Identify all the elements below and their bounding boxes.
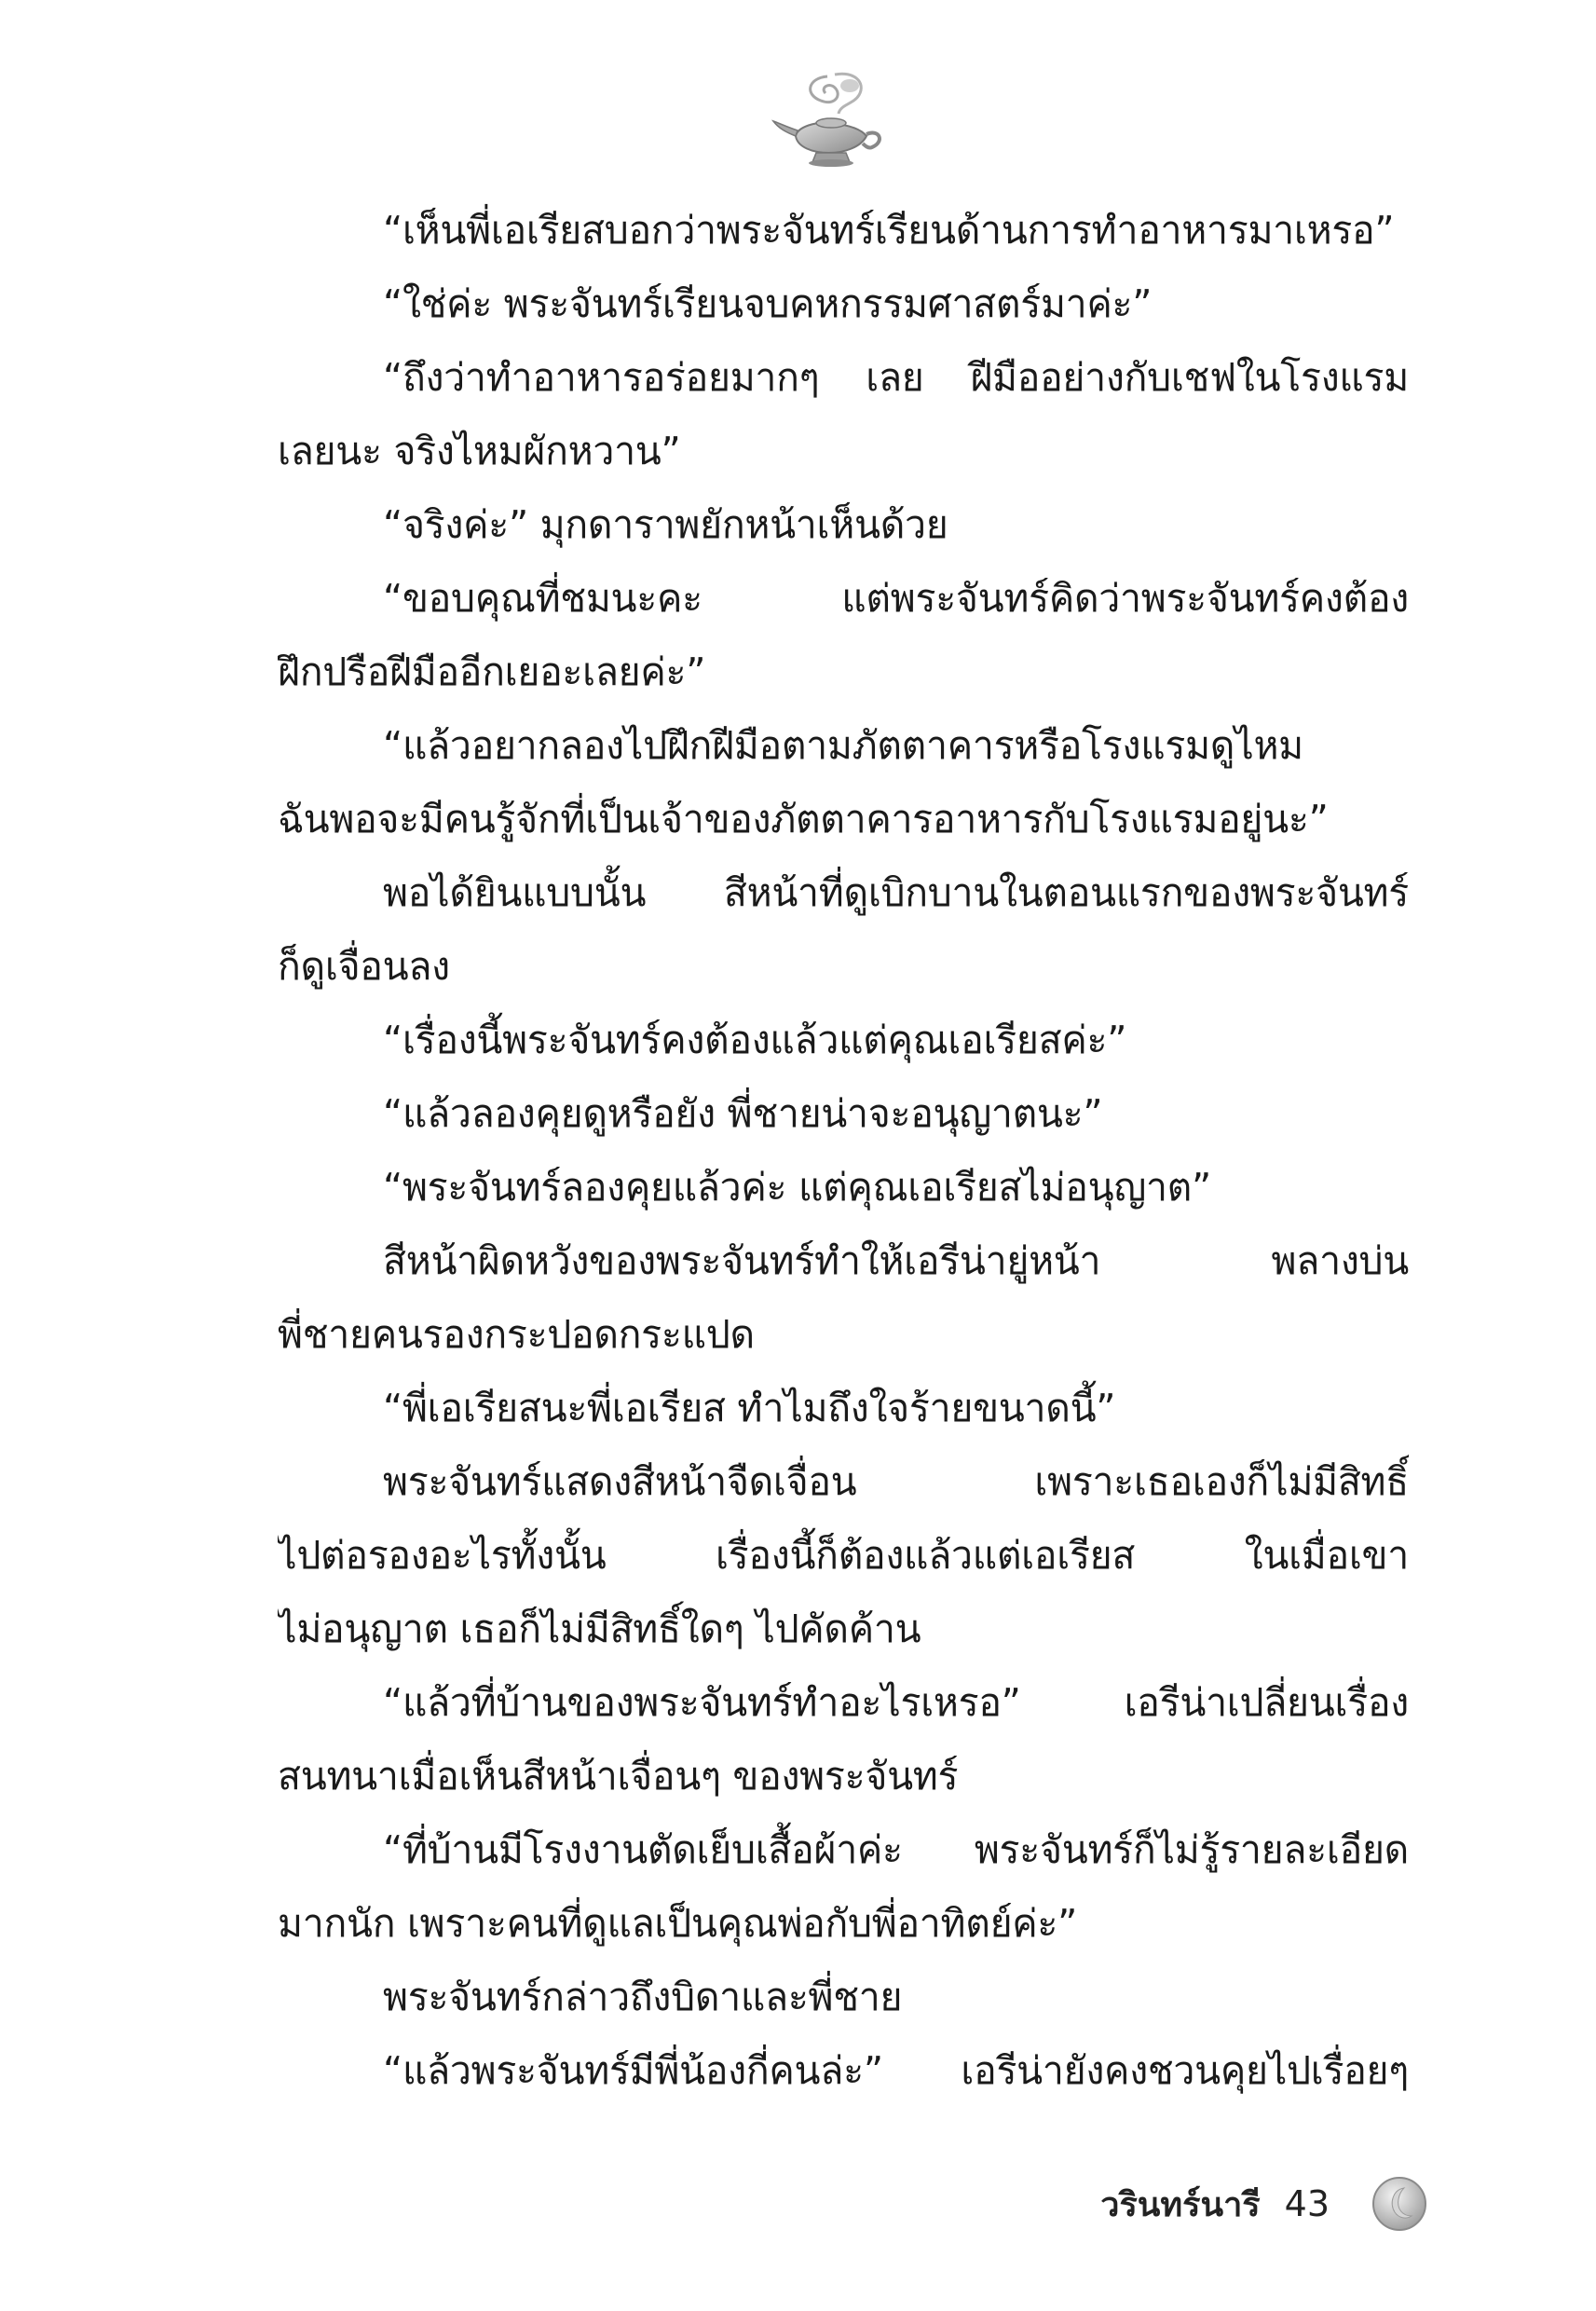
text-line: “ขอบคุณที่ชมนะคะ แต่พระจันทร์คิดว่าพระจันทร์คงต้อง [383,576,1409,621]
text-line: พระจันทร์แสดงสีหน้าจืดเจื่อน เพราะเธอเองก็ไม่มีสิทธิ์ [383,1459,1409,1504]
text-line: “พี่เอเรียสนะพี่เอเรียส ทำไมถึงใจร้ายขนาดนี้” [383,1386,1116,1430]
text-line: “ใช่ค่ะ พระจันทร์เรียนจบคหกรรมศาสตร์มาค่ะ” [383,281,1153,326]
book-title: วรินทร์นารี [1100,2185,1261,2224]
text-line: “แล้วลองคุยดูหรือยัง พี่ชายน่าจะอนุญาตนะ” [383,1091,1103,1136]
text-line: “แล้วพระจันทร์มีพี่น้องกี่คนล่ะ” เอรีน่ายังคงชวนคุยไปเรื่อยๆ [383,2048,1409,2093]
page-footer [1100,2171,1428,2236]
text-line: สีหน้าผิดหวังของพระจันทร์ทำให้เอรีน่ายู่หน้า พลางบ่น [383,1238,1409,1283]
text-line: “แล้วอยากลองไปฝึกฝีมือตามภัตตาคารหรือโรงแรมดูไหม [383,723,1303,768]
text-line: มากนัก เพราะคนที่ดูแลเป็นคุณพ่อกับพี่อาทิตย์ค่ะ” [278,1901,1078,1946]
magic-lamp-icon [770,67,891,179]
text-line: “แล้วที่บ้านของพระจันทร์ทำอะไรเหรอ” เอรีน่าเปลี่ยนเรื่อง [383,1680,1409,1725]
text-line: “ถึงว่าทำอาหารอร่อยมากๆ เลย ฝีมืออย่างกับเชฟในโรงแรม [383,355,1409,400]
text-line: “เรื่องนี้พระจันทร์คงต้องแล้วแต่คุณเอเรียสค่ะ” [383,1018,1127,1062]
text-line: พี่ชายคนรองกระปอดกระแปด [278,1312,755,1357]
text-line: ไปต่อรองอะไรทั้งนั้น เรื่องนี้ก็ต้องแล้วแต่เอเรียส ในเมื่อเขา [278,1533,1409,1578]
text-line: “เห็นพี่เอเรียสบอกว่าพระจันทร์เรียนด้านการทำอาหารมาเหรอ” [383,208,1395,253]
text-line: “ที่บ้านมีโรงงานตัดเย็บเสื้อผ้าค่ะ พระจันทร์ก็ไม่รู้รายละเอียด [383,1827,1409,1872]
body-text [278,194,1409,2108]
text-line: “จริงค่ะ” มุกดาราพยักหน้าเห็นด้วย [383,502,948,547]
text-line: ก็ดูเจื่อนลง [278,944,450,989]
moon-badge-icon [1371,2175,1428,2233]
text-line: สนทนาเมื่อเห็นสีหน้าเจื่อนๆ ของพระจันทร์ [278,1754,959,1798]
text-line: “พระจันทร์ลองคุยแล้วค่ะ แต่คุณเอเรียสไม่อนุญาต” [383,1165,1211,1210]
text-line: พอได้ยินแบบนั้น สีหน้าที่ดูเบิกบานในตอนแรกของพระจันทร์ [383,870,1409,915]
text-line: ไม่อนุญาต เธอก็ไม่มีสิทธิ์ใดๆ ไปคัดค้าน [278,1607,921,1651]
text-line: ฝึกปรือฝีมืออีกเยอะเลยค่ะ” [278,650,706,694]
text-line: พระจันทร์กล่าวถึงบิดาและพี่ชาย [383,1975,903,2019]
text-line: ฉันพอจะมีคนรู้จักที่เป็นเจ้าของภัตตาคารอาหารกับโรงแรมอยู่นะ” [278,797,1329,841]
text-line: เลยนะ จริงไหมผักหวาน” [278,429,681,473]
page-number: 43 [1284,2183,1330,2224]
